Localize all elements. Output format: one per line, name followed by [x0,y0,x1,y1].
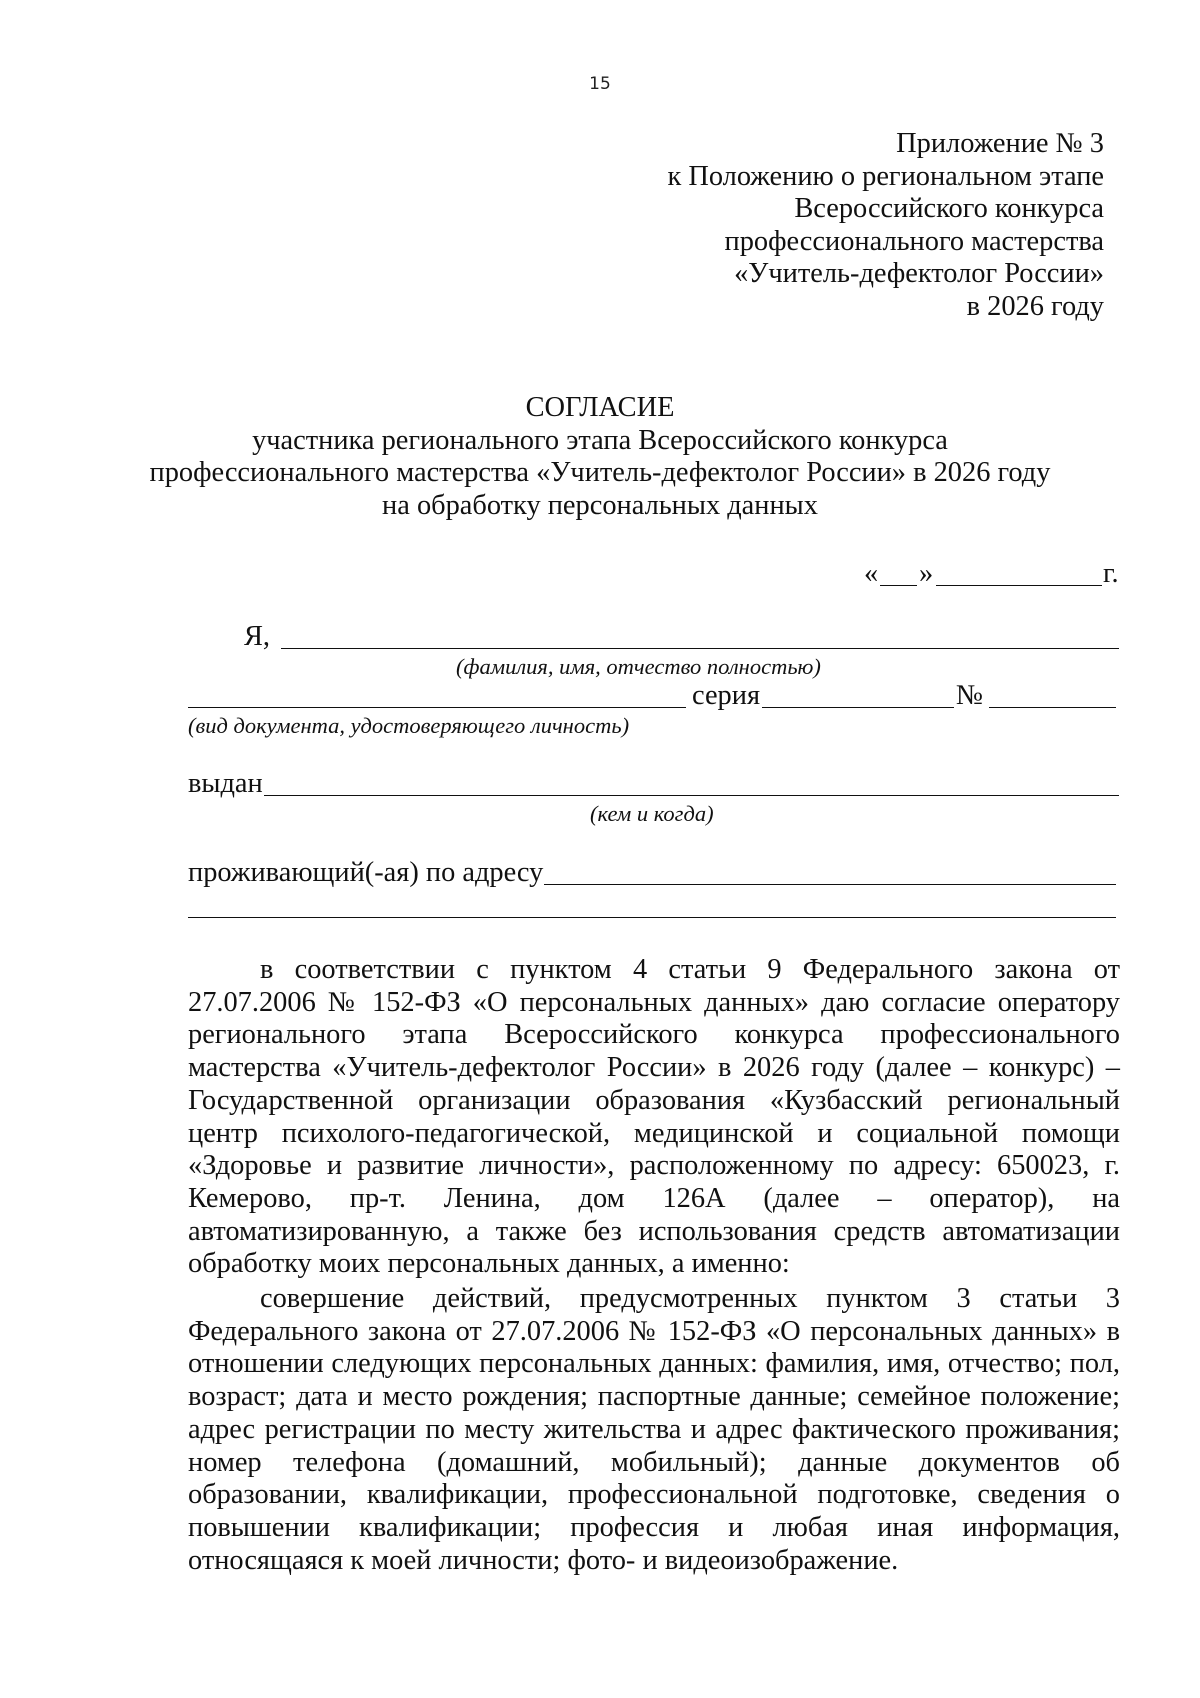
appendix-line: в 2026 году [966,290,1104,322]
issued-hint: (кем и когда) [590,801,714,826]
appendix-line: Всероссийского конкурса [794,193,1104,225]
document-title [0,392,1200,522]
number-label: № [956,680,984,711]
date-open-quote: « [864,558,879,589]
appendix-header [404,128,1104,324]
appendix-line: Приложение № 3 [896,128,1104,159]
page-number: 15 [589,74,611,94]
fio-field[interactable] [281,648,1119,649]
title-line: профессионального мастерства «Учитель-дефектолог России» в 2026 году [149,457,1051,489]
address-field-continued[interactable] [188,917,1116,918]
day-field[interactable] [880,585,917,586]
date-close-quote: » [919,558,934,589]
i-label: Я, [244,621,271,652]
address-field[interactable] [544,884,1116,885]
number-field[interactable] [989,707,1116,708]
title-line: участника регионального этапа Всероссийского конкурса [252,424,948,456]
document-type-field[interactable] [188,707,686,708]
consent-paragraph: в соответствии с пунктом 4 статьи 9 Федерального закона от 27.07.2006 № 152-ФЗ «О персональных данных» даю согласие оператору регионального этапа Всероссийского конкурса профессионального мастерства «Учитель-дефектолог России» в 2026 году (далее – конкурс) – Государственной организации образования «Кузбасский региональный центр психолого-педагогической, медицинской и социальной помощи «Здоровье и развитие личности», расположенному по адресу: 650023, г. Кемерово, пр-т. Ленина, дом 126А (далее – оператор), на автоматизированную, а также без использования средств автоматизации обработку моих персональных данных, а именно: [188,954,1120,1280]
consent-paragraph: совершение действий, предусмотренных пунктом 3 статьи 3 Федерального закона от 27.07.2006 № 152-ФЗ «О персональных данных» в отношении следующих персональных данных: фамилия, имя, отчество; пол, возраст; дата и место рождения; паспортные данные; семейное положение; адрес регистрации по месту жительства и адрес фактического проживания; номер телефона (домашний, мобильный); данные документов об образовании, квалификации, профессиональной подготовке, сведения о повышении квалификации; профессия и любая иная информация, относящаяся к моей личности; фото- и видеоизображение. [188,1283,1120,1576]
series-field[interactable] [762,707,954,708]
title-line: на обработку персональных данных [382,489,818,521]
issued-field[interactable] [264,795,1119,796]
address-label: проживающий(-ая) по адресу [188,857,544,888]
appendix-line: профессионального мастерства [724,225,1104,257]
appendix-line: «Учитель-дефектолог России» [734,258,1104,290]
title-main: СОГЛАСИЕ [525,392,675,423]
month-year-field[interactable] [936,585,1102,586]
year-suffix: г. [1103,558,1119,589]
fio-hint: (фамилия, имя, отчество полностью) [456,654,821,679]
document-hint: (вид документа, удостоверяющего личность) [188,713,630,738]
issued-label: выдан [188,768,263,799]
appendix-line: к Положению о региональном этапе [667,160,1104,192]
consent-body [188,954,1120,1577]
series-label: серия [692,680,760,711]
